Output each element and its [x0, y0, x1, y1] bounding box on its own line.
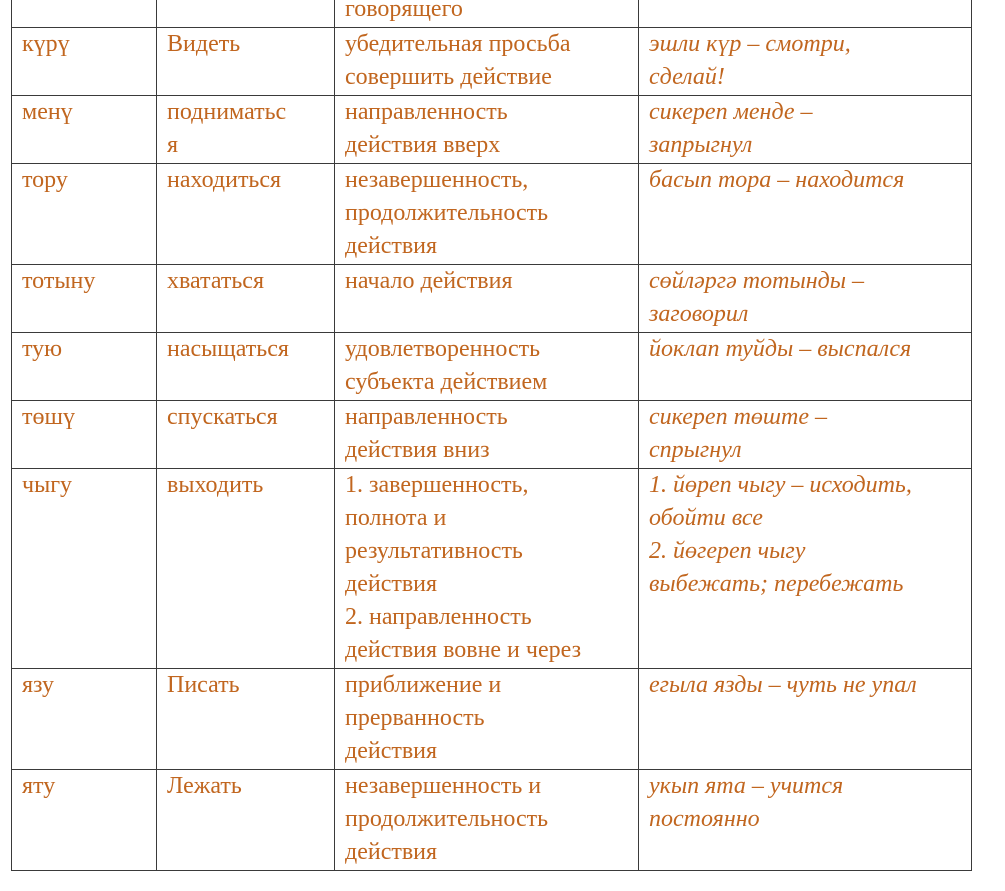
table-row	[12, 401, 972, 469]
verb-cell	[12, 0, 157, 28]
meaning-cell	[157, 333, 335, 401]
cell-line: результативность	[345, 538, 523, 564]
cell-line: действия	[345, 233, 438, 259]
table-row	[12, 669, 972, 770]
cell-line: полнота и	[345, 505, 447, 531]
table-row	[12, 28, 972, 96]
cell-line: продолжительность	[345, 806, 549, 832]
cell-line: незавершенность,	[345, 167, 529, 193]
example-cell	[639, 0, 972, 28]
meaning-cell	[157, 96, 335, 164]
meaning-cell	[157, 164, 335, 265]
meaning-cell	[157, 28, 335, 96]
cell-line: незавершенность и	[345, 773, 542, 799]
cell-line: тотыну	[22, 268, 96, 294]
cell-line: сөйләргә тотынды –	[649, 268, 865, 294]
cell-line: действия вверх	[345, 132, 501, 158]
verb-cell	[12, 265, 157, 333]
cell-line: заговорил	[649, 301, 749, 327]
cell-line: спускаться	[167, 404, 278, 430]
cell-line: спрыгнул	[649, 437, 742, 463]
function-cell	[335, 28, 639, 96]
cell-line: субъекта действием	[345, 369, 548, 395]
cell-line: күрү	[22, 31, 70, 57]
verb-cell	[12, 164, 157, 265]
cell-line: выбежать; перебежать	[649, 571, 904, 597]
cell-line: постоянно	[649, 806, 760, 832]
function-cell	[335, 0, 639, 28]
cell-line: 1. завершенность,	[345, 472, 529, 498]
meaning-cell	[157, 669, 335, 770]
example-cell	[639, 333, 972, 401]
cell-line: удовлетворенность	[345, 336, 541, 362]
cell-line: төшү	[22, 404, 75, 430]
cell-line: сикереп төште –	[649, 404, 828, 430]
cell-line: Видеть	[167, 31, 241, 57]
function-cell	[335, 469, 639, 669]
cell-line: Писать	[167, 672, 240, 698]
cell-line: убедительная просьба	[345, 31, 571, 57]
function-cell	[335, 401, 639, 469]
cell-line: направленность	[345, 99, 508, 125]
example-cell	[639, 164, 972, 265]
cell-line: тору	[22, 167, 68, 193]
function-cell	[335, 333, 639, 401]
cell-line: яту	[22, 773, 56, 799]
cell-line: насыщаться	[167, 336, 289, 362]
cell-line: обойти все	[649, 505, 763, 531]
verb-cell	[12, 96, 157, 164]
meaning-cell	[157, 770, 335, 871]
meaning-cell	[157, 265, 335, 333]
verb-cell	[12, 28, 157, 96]
table-row	[12, 164, 972, 265]
cell-line: сделай!	[649, 64, 725, 90]
cell-line: действия	[345, 571, 438, 597]
cell-line: подниматьс	[167, 99, 287, 125]
function-cell	[335, 96, 639, 164]
cell-line	[649, 0, 965, 26]
table-row	[12, 96, 972, 164]
table-row	[12, 265, 972, 333]
example-cell	[639, 96, 972, 164]
cell-line: запрыгнул	[649, 132, 753, 158]
table-row	[12, 770, 972, 871]
cell-line: действия вовне и через	[345, 637, 582, 663]
cell-line: действия	[345, 839, 438, 865]
cell-line: язу	[22, 672, 55, 698]
meaning-cell	[157, 0, 335, 28]
cell-line: находиться	[167, 167, 282, 193]
cell-line: 2. йөгереп чыгу	[649, 538, 806, 564]
cell-line: хвататься	[167, 268, 264, 294]
function-cell	[335, 164, 639, 265]
table-body	[12, 0, 972, 871]
cell-line: совершить действие	[345, 64, 552, 90]
verb-cell	[12, 469, 157, 669]
cell-line: 1. йөреп чыгу – исходить,	[649, 472, 912, 498]
cell-line: тую	[22, 336, 63, 362]
cell-line: приближение и	[345, 672, 502, 698]
cell-line: эшли күр – смотри,	[649, 31, 851, 57]
example-cell	[639, 28, 972, 96]
function-cell	[335, 770, 639, 871]
example-cell	[639, 401, 972, 469]
function-cell	[335, 265, 639, 333]
cell-line: направленность	[345, 404, 508, 430]
cell-line: действия	[345, 738, 438, 764]
verb-table	[11, 0, 972, 871]
verb-cell	[12, 401, 157, 469]
table-row	[12, 0, 972, 28]
function-cell	[335, 669, 639, 770]
verb-cell	[12, 770, 157, 871]
meaning-cell	[157, 401, 335, 469]
table-row	[12, 333, 972, 401]
cell-line: сикереп менде –	[649, 99, 813, 125]
verb-cell	[12, 333, 157, 401]
cell-line: я	[167, 132, 179, 158]
example-cell	[639, 770, 972, 871]
cell-line: басып тора – находится	[649, 167, 905, 193]
cell-line: менү	[22, 99, 73, 125]
cell-line: выходить	[167, 472, 264, 498]
cell-line: Лежать	[167, 773, 242, 799]
cell-line: чыгу	[22, 472, 73, 498]
table-row	[12, 469, 972, 669]
example-cell	[639, 469, 972, 669]
meaning-cell	[157, 469, 335, 669]
cell-line: укып ята – учится	[649, 773, 844, 799]
cell-line	[167, 0, 328, 26]
cell-line: йоклап туйды – выспался	[649, 336, 912, 362]
cell-line: говорящего	[345, 0, 463, 22]
cell-line: продолжительность	[345, 200, 549, 226]
cell-line: действия вниз	[345, 437, 490, 463]
cell-line: прерванность	[345, 705, 485, 731]
cell-line: егыла язды – чуть не упал	[649, 672, 917, 698]
verb-cell	[12, 669, 157, 770]
cell-line: начало действия	[345, 268, 513, 294]
example-cell	[639, 669, 972, 770]
example-cell	[639, 265, 972, 333]
cell-line	[22, 0, 150, 26]
cell-line: 2. направленность	[345, 604, 532, 630]
